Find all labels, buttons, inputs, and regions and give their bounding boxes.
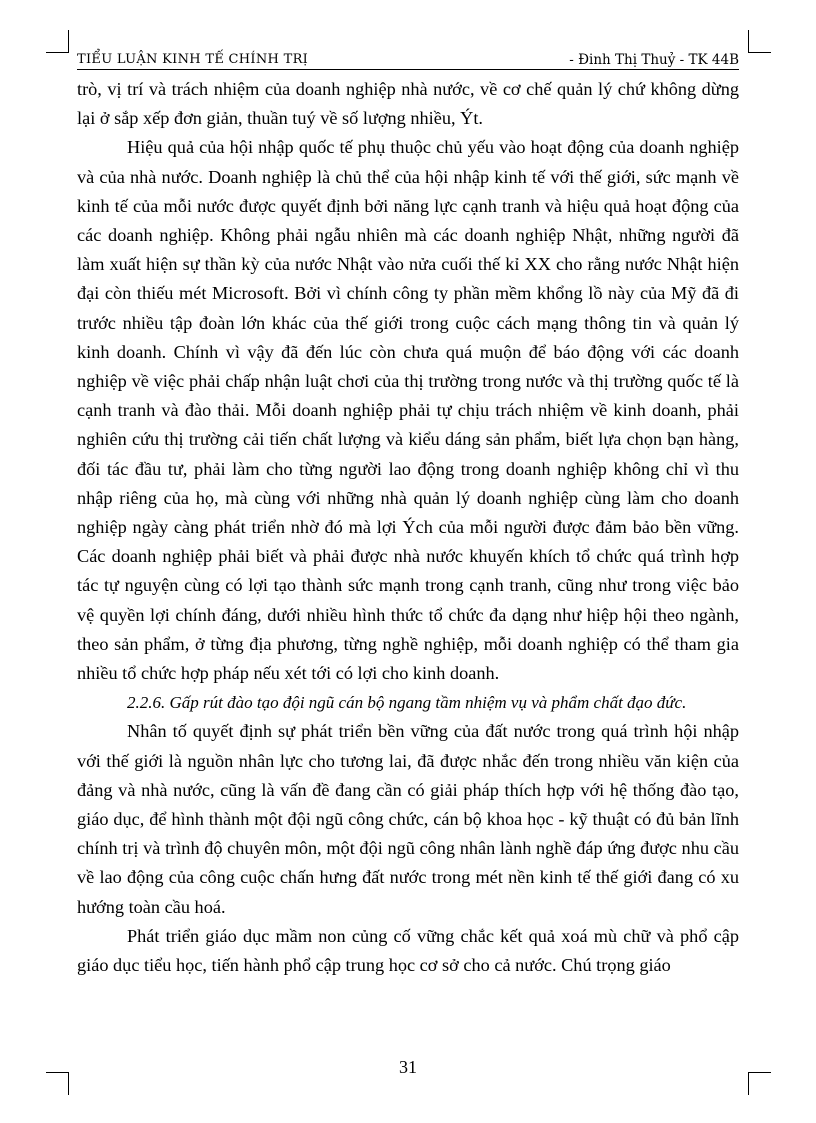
paragraph: Phát triển giáo dục mầm non củng cố vững chắc kết quả xoá mù chữ và phổ cập giáo dục tiểu học, tiến hành phổ cập trung học cơ sở cho cả nước. Chú trọng giáo (77, 925, 739, 976)
header-author: - Đinh Thị Thuỷ - TK 44B (569, 52, 739, 68)
paragraph-continued: trò, vị trí và trách nhiệm của doanh nghiệp nhà nước, về cơ chế quản lý chứ không dừng lại ở sắp xếp đơn giản, thuần tuý về số lượng nhiều, Ýt. (77, 79, 739, 129)
page-number: 31 (399, 1057, 417, 1077)
header-title: TIỂU LUẬN KINH TẾ CHÍNH TRỊ (77, 52, 309, 67)
paragraph: Hiệu quả của hội nhập quốc tế phụ thuộc chủ yếu vào hoạt động của doanh nghiệp và của nhà nước. Doanh nghiệp là chủ thể của hội nhập kinh tế với thế giới, sức mạnh về kinh tế của mỗi nước được quyết định bởi năng lực cạnh tranh và hiệu quả hoạt động của các doanh nghiệp. Không phải ngẫu nhiên mà các doanh nghiệp Nhật, những người đã làm xuất hiện sự thần kỳ của nước Nhật vào nửa cuối thế kỉ XX cho rằng nước Nhật hiện đại còn thiếu mét Microsoft. Bởi vì chính công ty phần mềm khổng lồ này của Mỹ đã đi trước nhiều tập đoàn lớn khác của thế giới trong cuộc cách mạng thông tin và quản lý kinh doanh. Chính vì vậy đã đến lúc còn chưa quá muộn để báo động với các doanh nghiệp về việc phải chấp nhận luật chơi của thị trường trong nước và thị trường quốc tế là cạnh tranh và đào thải. Mỗi doanh nghiệp phải tự chịu trách nhiệm về kinh doanh, phải nghiên cứu thị trường cải tiến chất lượng và kiểu dáng sản phẩm, biết lựa chọn bạn hàng, đối tác đầu tư, phải làm cho từng người lao động trong doanh nghiệp không chỉ vì thu nhập riêng của họ, mà cùng với những nhà quản lý doanh nghiệp cùng làm cho doanh nghiệp ngày càng phát triển nhờ đó mà lợi Ých của mỗi người được đảm bảo bền vững. Các doanh nghiệp phải biết và phải được nhà nước khuyến khích tổ chức quá trình hợp tác tự nguyện cùng có lợi tạo thành sức mạnh trong cạnh tranh, cũng như trong việc bảo vệ quyền lợi chính đáng, dưới nhiều hình thức tổ chức đa dạng như hiệp hội theo ngành, theo sản phẩm, ở từng địa phương, từng nghề nghiệp, mỗi doanh nghiệp có thể tham gia nhiều tổ chức hợp pháp nếu xét tới có lợi cho kinh doanh. (77, 137, 739, 684)
header-divider (77, 69, 739, 70)
page-body (77, 75, 739, 980)
section-heading: 2.2.6. Gấp rút đào tạo đội ngũ cán bộ ngang tầm nhiệm vụ và phẩm chất đạo đức. (127, 693, 687, 713)
frame-corner-top-left (46, 30, 69, 53)
frame-corner-top-right (748, 30, 771, 53)
paragraph: Nhân tố quyết định sự phát triển bền vững của đất nước trong quá trình hội nhập với thế giới là nguồn nhân lực cho tương lai, đã được nhắc đến trong nhiều văn kiện của đảng và nhà nước, cũng là vấn đề đang cần có giải pháp thích hợp với hệ thống đào tạo, giáo dục, để hình thành một đội ngũ công chức, cán bộ khoa học - kỹ thuật có đủ bản lĩnh chính trị và trình độ chuyên môn, một đội ngũ công nhân lành nghề đáp ứng được nhu cầu về lao động của công cuộc chấn hưng đất nước trong mét nền kinh tế thế giới đang có xu hướng toàn cầu hoá. (77, 721, 739, 917)
running-header (77, 50, 739, 70)
